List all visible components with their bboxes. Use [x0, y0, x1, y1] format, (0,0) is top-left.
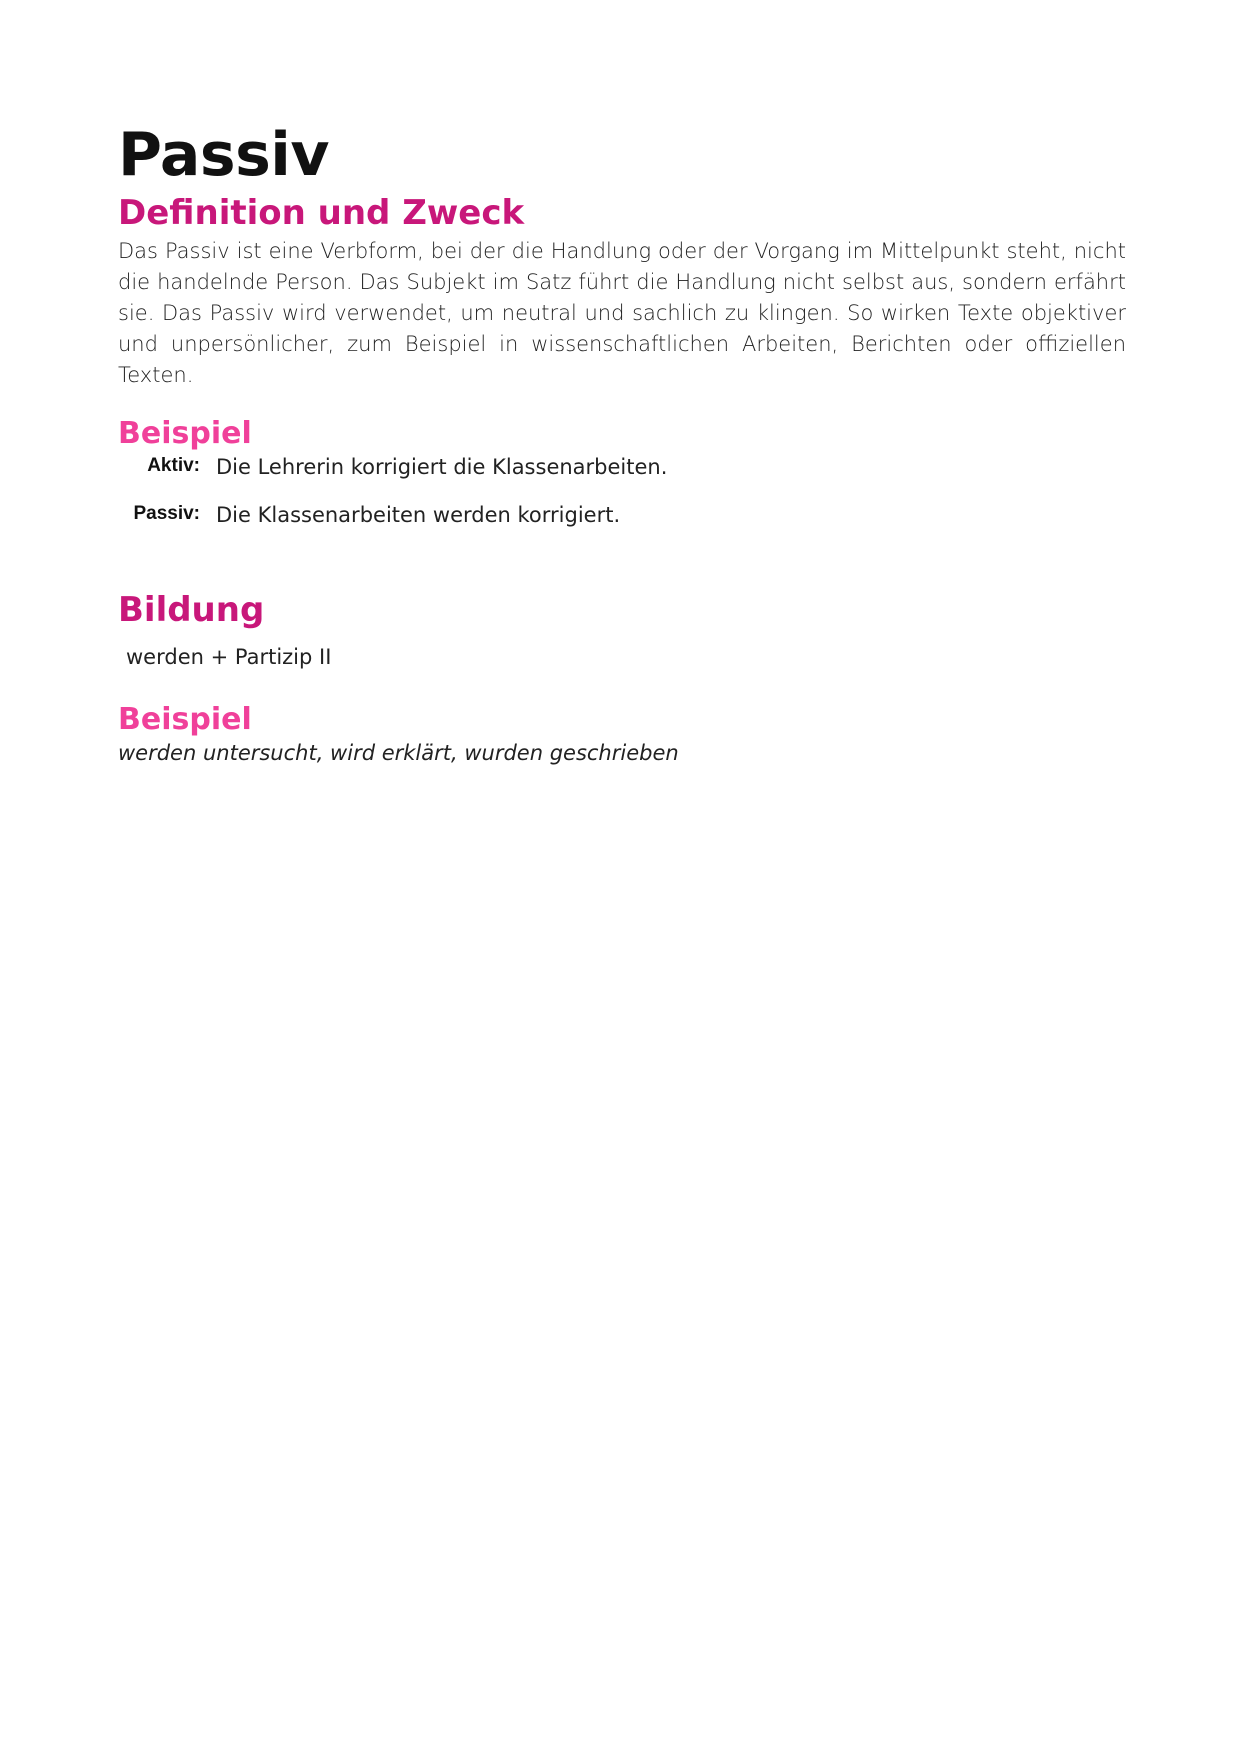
example-forms: werden untersucht, wird erklärt, wurden geschrieben [118, 741, 679, 765]
example-heading-2: Beispiel [118, 702, 252, 737]
page-title: Passiv [118, 120, 329, 190]
passive-sentence: Die Klassenarbeiten werden korrigiert. [216, 503, 621, 527]
example-row-passive [118, 503, 1126, 551]
example-row-active [118, 455, 1126, 503]
definition-heading: Definition und Zweck [118, 193, 525, 233]
active-label: Aktiv: [147, 455, 200, 476]
formation-formula: werden + Partizip II [126, 645, 332, 669]
document-page [118, 120, 1126, 765]
formation-heading: Bildung [118, 590, 265, 630]
definition-paragraph: Das Passiv ist eine Verbform, bei der die Handlung oder der Vorgang im Mittelpunkt steht, nicht die handelnde Person. Das Subjekt im Satz führt die Handlung nicht selbst aus, sondern erfährt sie. Das Passiv wird verwendet, um neutral und sachlich zu klingen. So wirken Texte objektiver und unpersönlicher, zum Beispiel in wissenschaftlichen Arbeiten, Berichten oder offiziellen Texten. [118, 239, 1126, 387]
passive-label: Passiv: [133, 503, 200, 524]
example-table [118, 455, 1126, 551]
example-heading: Beispiel [118, 416, 252, 451]
active-sentence: Die Lehrerin korrigiert die Klassenarbeiten. [216, 455, 668, 479]
